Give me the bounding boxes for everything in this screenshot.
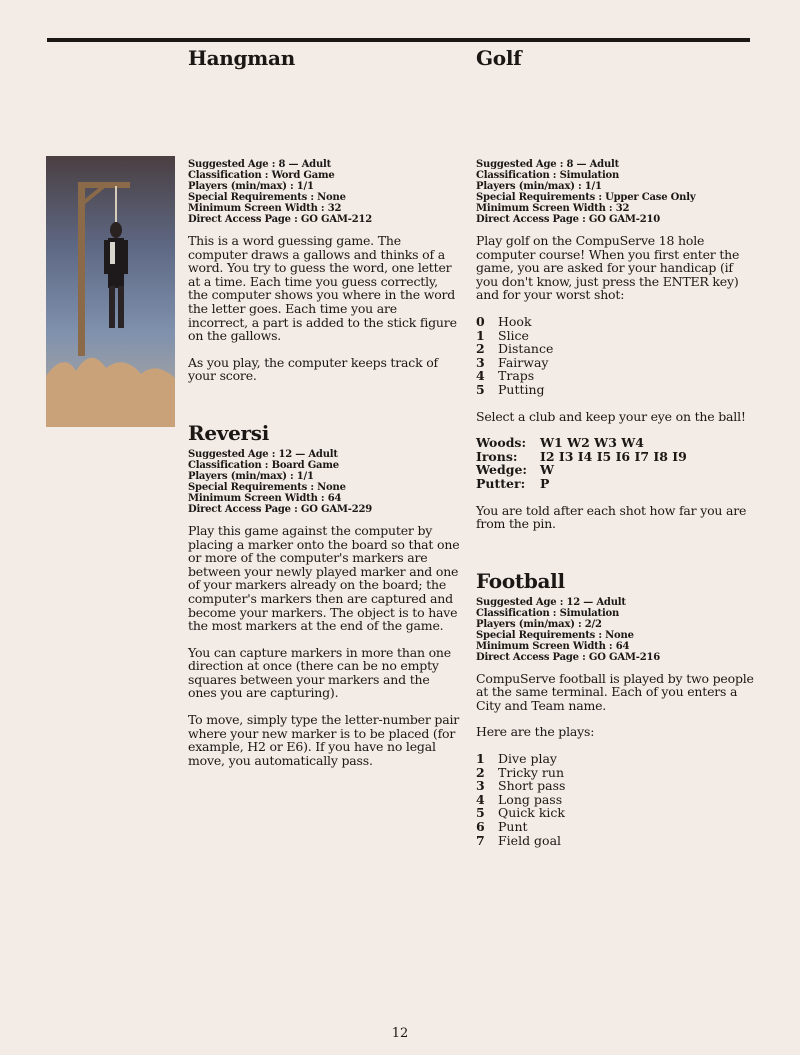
- spec-line: Direct Access Page : GO GAM-216: [476, 651, 660, 663]
- list-item: 5 Putting: [476, 381, 545, 397]
- spec-line: Classification : Word Game: [188, 170, 335, 181]
- golf-shot-list: [476, 315, 756, 397]
- reversi-specs: [188, 449, 460, 515]
- spec-line: Players (min/max) : 1/1: [188, 470, 314, 482]
- spec-line: Special Requirements : None: [188, 481, 346, 493]
- spec-line: Suggested Age : 12 — Adult: [188, 448, 338, 460]
- spec-line: Suggested Age : 12 — Adult: [476, 596, 626, 608]
- spec-line: Direct Access Page : GO GAM-229: [188, 503, 372, 515]
- spec-line: Players (min/max) : 1/1: [476, 181, 602, 192]
- spec-line: Minimum Screen Width : 64: [188, 492, 342, 504]
- spec-line: Direct Access Page : GO GAM-212: [188, 214, 372, 225]
- list-item: 3 Short pass: [476, 778, 566, 794]
- spec-line: Players (min/max) : 2/2: [476, 618, 602, 630]
- list-item: Woods: W1 W2 W3 W4: [476, 435, 644, 451]
- golf-title: Golf: [476, 46, 522, 70]
- list-item: 1 Slice: [476, 327, 529, 343]
- football-plays-heading: Here are the plays:: [476, 724, 595, 740]
- golf-club-list: [476, 436, 756, 490]
- list-item: 2 Distance: [476, 341, 554, 357]
- football-title: Football: [476, 568, 565, 593]
- hangman-specs: [188, 159, 460, 225]
- spec-line: Special Requirements : None: [476, 629, 634, 641]
- reversi-paragraph: Play this game against the computer by placing a marker onto the board so that one or more of the computer's markers are between your newly played marker and one of your markers already on the board; the computer's markers then are captured and become your markers. The object is to have the most markers at the end of the game.: [188, 522, 460, 634]
- spec-line: Suggested Age : 8 — Adult: [476, 159, 620, 170]
- list-item: 0 Hook: [476, 313, 532, 329]
- hangman-title: Hangman: [188, 46, 295, 70]
- golf-select-text: Select a club and keep your eye on the ball!: [476, 408, 746, 424]
- football-specs: [476, 597, 756, 663]
- hangman-paragraph: As you play, the computer keeps track of your score.: [188, 354, 438, 384]
- spec-line: Minimum Screen Width : 32: [188, 203, 342, 214]
- golf-specs: [476, 159, 756, 225]
- list-item: 3 Fairway: [476, 354, 549, 370]
- spec-line: Classification : Board Game: [188, 459, 339, 471]
- spec-line: Minimum Screen Width : 32: [476, 203, 630, 214]
- list-item: 2 Tricky run: [476, 764, 564, 780]
- list-item: 4 Long pass: [476, 791, 563, 807]
- list-item: 6 Punt: [476, 819, 528, 835]
- spec-line: Suggested Age : 8 — Adult: [188, 159, 332, 170]
- list-item: Irons: I2 I3 I4 I5 I6 I7 I8 I9: [476, 448, 687, 464]
- golf-intro: Play golf on the CompuServe 18 hole computer course! When you first enter the game, you are asked for your handicap (if you don't know, just press the ENTER key) and for your worst shot:: [476, 233, 740, 303]
- right-column: [476, 46, 756, 847]
- list-item: 4 Traps: [476, 368, 535, 384]
- list-item: Putter: P: [476, 475, 550, 491]
- hangman-photo: [46, 156, 175, 427]
- top-rule: [47, 38, 750, 42]
- page-number: 12: [391, 1026, 409, 1041]
- list-item: 7 Field goal: [476, 832, 562, 848]
- football-play-list: [476, 752, 756, 847]
- spec-line: Direct Access Page : GO GAM-210: [476, 214, 660, 225]
- reversi-paragraph: To move, simply type the letter-number pair where your new marker is to be placed (for example, H2 or E6). If you have no legal move, you automatically pass.: [188, 712, 460, 768]
- reversi-paragraph: You can capture markers in more than one direction at once (there can be no empty squares between your markers and the ones you are capturing).: [188, 644, 451, 701]
- hangman-paragraph: This is a word guessing game. The computer draws a gallows and thinks of a word. You try to guess the word, one letter at a time. Each time you guess correctly, the computer shows you where in the word the letter goes. Each time you are incorrect, a part is added to the stick figure on the gallows.: [188, 233, 457, 344]
- hangman-illustration-icon: [46, 156, 175, 427]
- spec-line: Special Requirements : None: [188, 192, 346, 203]
- spec-line: Special Requirements : Upper Case Only: [476, 192, 696, 203]
- spec-line: Classification : Simulation: [476, 607, 620, 619]
- football-intro: CompuServe football is played by two people at the same terminal. Each of you enters a City and Team name.: [476, 670, 754, 713]
- list-item: Wedge: W: [476, 462, 555, 478]
- spec-line: Minimum Screen Width : 64: [476, 640, 630, 652]
- spec-line: Players (min/max) : 1/1: [188, 181, 314, 192]
- left-column: [188, 46, 460, 767]
- golf-outro: You are told after each shot how far you are from the pin.: [476, 502, 747, 532]
- spec-line: Classification : Simulation: [476, 170, 620, 181]
- list-item: 1 Dive play: [476, 751, 557, 767]
- reversi-title: Reversi: [188, 420, 269, 445]
- list-item: 5 Quick kick: [476, 805, 565, 821]
